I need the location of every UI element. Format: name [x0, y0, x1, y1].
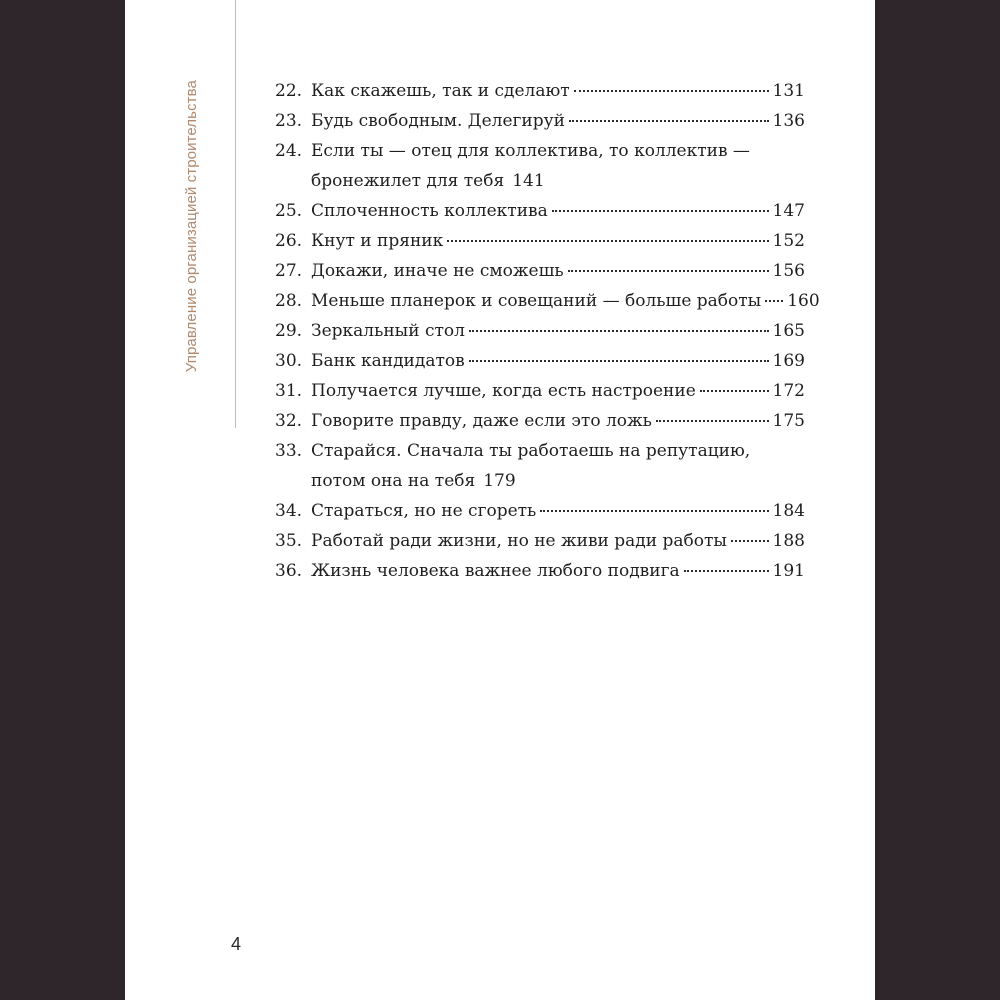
toc-entry-dot-leader — [574, 90, 769, 92]
toc-entry-dot-leader — [447, 240, 768, 242]
toc-entry-page: 169 — [772, 351, 805, 371]
toc-entry-title: Будь свободным. Делегируй — [311, 111, 565, 131]
toc-entry-number: 25. — [275, 201, 303, 221]
toc-entry-line — [275, 556, 805, 586]
margin-rule — [235, 0, 236, 428]
toc-entry — [275, 376, 805, 406]
toc-entry-number: 31. — [275, 381, 303, 401]
toc-entry-dot-leader — [469, 360, 769, 362]
toc-entry-title: Сплоченность коллектива — [311, 201, 548, 221]
toc-entry-number: 35. — [275, 531, 303, 551]
toc-entry-title: Жизнь человека важнее любого подвига — [311, 561, 680, 581]
toc-entry-page: 160 — [787, 291, 820, 311]
toc-entry-dot-leader — [552, 210, 769, 212]
toc-entry-title: Старайся. Сначала ты работаешь на репутацию, — [311, 441, 751, 461]
toc-entry — [275, 196, 805, 226]
running-title-text: Управление организацией строительства — [183, 80, 200, 373]
toc-entry-dot-leader — [684, 570, 769, 572]
toc-entry-page: 188 — [772, 531, 805, 551]
toc-entry-page: 172 — [772, 381, 805, 401]
toc-entry — [275, 256, 805, 286]
toc-entry-dot-leader — [656, 420, 769, 422]
toc-entry-page: 136 — [772, 111, 805, 131]
toc-entry-dot-leader — [731, 540, 769, 542]
toc-entry-page: 165 — [772, 321, 805, 341]
toc-entry-title: Зеркальный стол — [311, 321, 465, 341]
toc-entry-first-line — [275, 436, 805, 466]
toc-entry-line — [275, 496, 805, 526]
toc-entry-dot-leader — [540, 510, 768, 512]
toc-entry-page: 175 — [772, 411, 805, 431]
toc-entry-dot-leader — [469, 330, 769, 332]
toc-entry-dot-leader — [568, 270, 769, 272]
toc-entry-first-line — [275, 136, 805, 166]
toc-entry-dot-leader — [765, 300, 783, 302]
toc-entry-number: 33. — [275, 441, 303, 461]
toc-entry-title: Меньше планерок и совещаний — больше работы — [311, 291, 762, 311]
toc-entry-title-continuation: бронежилет для тебя — [311, 171, 505, 191]
toc-entry-number: 23. — [275, 111, 303, 131]
toc-entry-line — [275, 526, 805, 556]
page-number: 4 — [231, 934, 242, 954]
toc-entry-page: 131 — [772, 81, 805, 101]
toc-entry-number: 22. — [275, 81, 303, 101]
toc-entry — [275, 556, 805, 586]
toc-entry-title: Если ты — отец для коллектива, то коллектив — — [311, 141, 750, 161]
toc-entry — [275, 346, 805, 376]
toc-entry-line — [275, 106, 805, 136]
toc-entry-number: 27. — [275, 261, 303, 281]
toc-entry-line — [275, 316, 805, 346]
toc-entry-line — [275, 346, 805, 376]
toc-entry — [275, 286, 820, 316]
toc-entry — [275, 436, 805, 496]
toc-entry-number: 28. — [275, 291, 303, 311]
book-page — [125, 0, 875, 1000]
toc-entry-title: Кнут и пряник — [311, 231, 444, 251]
toc-entry-line — [275, 406, 805, 436]
toc-entry-title: Говорите правду, даже если это ложь — [311, 411, 652, 431]
toc-entry-title: Стараться, но не сгореть — [311, 501, 537, 521]
toc-entry-line — [275, 76, 805, 106]
toc-entry — [275, 76, 805, 106]
toc-entry-page: 147 — [772, 201, 805, 221]
toc-entry-dot-leader — [700, 390, 769, 392]
toc-entry-page: 191 — [772, 561, 805, 581]
toc-entry-number: 30. — [275, 351, 303, 371]
toc-entry-number: 29. — [275, 321, 303, 341]
toc-entry-line — [275, 286, 820, 316]
toc-entry — [275, 496, 805, 526]
toc-entry-title-continuation: потом она на тебя — [311, 471, 476, 491]
toc-entry-line — [275, 256, 805, 286]
toc-entry — [275, 106, 805, 136]
running-title — [180, 80, 204, 420]
toc-entry-number: 34. — [275, 501, 303, 521]
toc-entry-second-line — [275, 166, 805, 196]
toc-entry-number: 26. — [275, 231, 303, 251]
toc-entry — [275, 406, 805, 436]
toc-entry — [275, 526, 805, 556]
toc-entry-page: 141 — [512, 171, 545, 191]
toc-entry-number: 36. — [275, 561, 303, 581]
toc-entry-number: 32. — [275, 411, 303, 431]
toc-entry-page: 179 — [483, 471, 516, 491]
toc-entry-number: 24. — [275, 141, 303, 161]
toc-entry-title: Получается лучше, когда есть настроение — [311, 381, 696, 401]
toc-entry-title: Банк кандидатов — [311, 351, 465, 371]
toc-entry-title: Работай ради жизни, но не живи ради работы — [311, 531, 727, 551]
toc-entry-title: Докажи, иначе не сможешь — [311, 261, 564, 281]
toc-entry-line — [275, 226, 805, 256]
toc-entry-line — [275, 376, 805, 406]
toc-entry-page: 184 — [772, 501, 805, 521]
toc-entry-dot-leader — [569, 120, 769, 122]
toc-entry-second-line — [275, 466, 805, 496]
toc-entry — [275, 316, 805, 346]
toc-entry-line — [275, 196, 805, 226]
toc-entry-page: 156 — [772, 261, 805, 281]
toc-entry-title: Как скажешь, так и сделают — [311, 81, 570, 101]
toc-entry — [275, 226, 805, 256]
toc-entry — [275, 136, 805, 196]
table-of-contents — [275, 76, 820, 586]
toc-entry-page: 152 — [772, 231, 805, 251]
